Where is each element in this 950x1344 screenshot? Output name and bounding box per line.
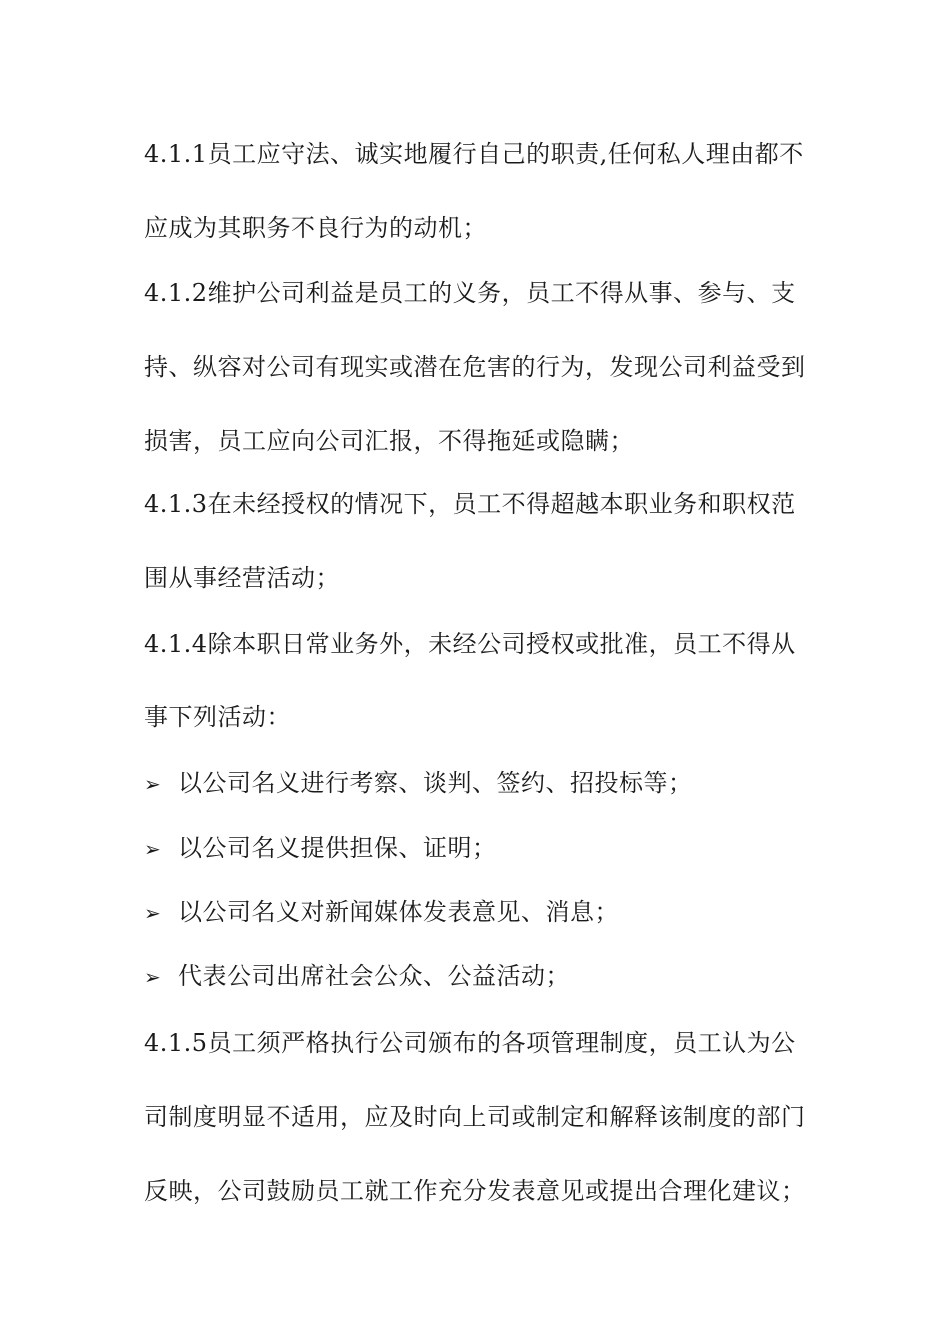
clause-4-1-2-line-1: 4.1.2维护公司利益是员工的义务，员工不得从事、参与、支 <box>144 279 796 307</box>
list-item <box>144 896 619 929</box>
clause-4-1-3-line-1: 4.1.3在未经授权的情况下，员工不得超越本职业务和职权范 <box>144 490 796 518</box>
list-item-text: 代表公司出席社会公众、公益活动； <box>178 962 570 990</box>
list-item <box>144 767 693 800</box>
list-item-text: 以公司名义提供担保、证明； <box>178 834 497 862</box>
list-item <box>144 960 570 993</box>
arrow-bullet-icon: ➢ <box>144 901 162 925</box>
clause-4-1-2-line-2: 持、纵容对公司有现实或潜在危害的行为，发现公司利益受到 <box>144 353 806 381</box>
clause-4-1-4-line-2: 事下列活动： <box>144 703 291 731</box>
clause-4-1-5-line-3: 反映，公司鼓励员工就工作充分发表意见或提出合理化建议； <box>144 1177 806 1205</box>
clause-4-1-3-line-2: 围从事经营活动； <box>144 564 340 592</box>
arrow-bullet-icon: ➢ <box>144 772 162 796</box>
list-item-text: 以公司名义进行考察、谈判、签约、招投标等； <box>178 769 693 797</box>
clause-4-1-5-line-2: 司制度明显不适用，应及时向上司或制定和解释该制度的部门 <box>144 1103 806 1131</box>
clause-4-1-1-line-1: 4.1.1员工应守法、诚实地履行自己的职责,任何私人理由都不 <box>144 140 804 168</box>
clause-4-1-5-line-1: 4.1.5员工须严格执行公司颁布的各项管理制度，员工认为公 <box>144 1029 796 1057</box>
arrow-bullet-icon: ➢ <box>144 965 162 989</box>
arrow-bullet-icon: ➢ <box>144 837 162 861</box>
clause-4-1-2-line-3: 损害，员工应向公司汇报，不得拖延或隐瞒； <box>144 427 634 455</box>
clause-4-1-1-line-2: 应成为其职务不良行为的动机； <box>144 214 487 242</box>
list-item <box>144 832 497 865</box>
clause-4-1-4-line-1: 4.1.4除本职日常业务外，未经公司授权或批准，员工不得从 <box>144 630 796 658</box>
list-item-text: 以公司名义对新闻媒体发表意见、消息； <box>178 898 619 926</box>
